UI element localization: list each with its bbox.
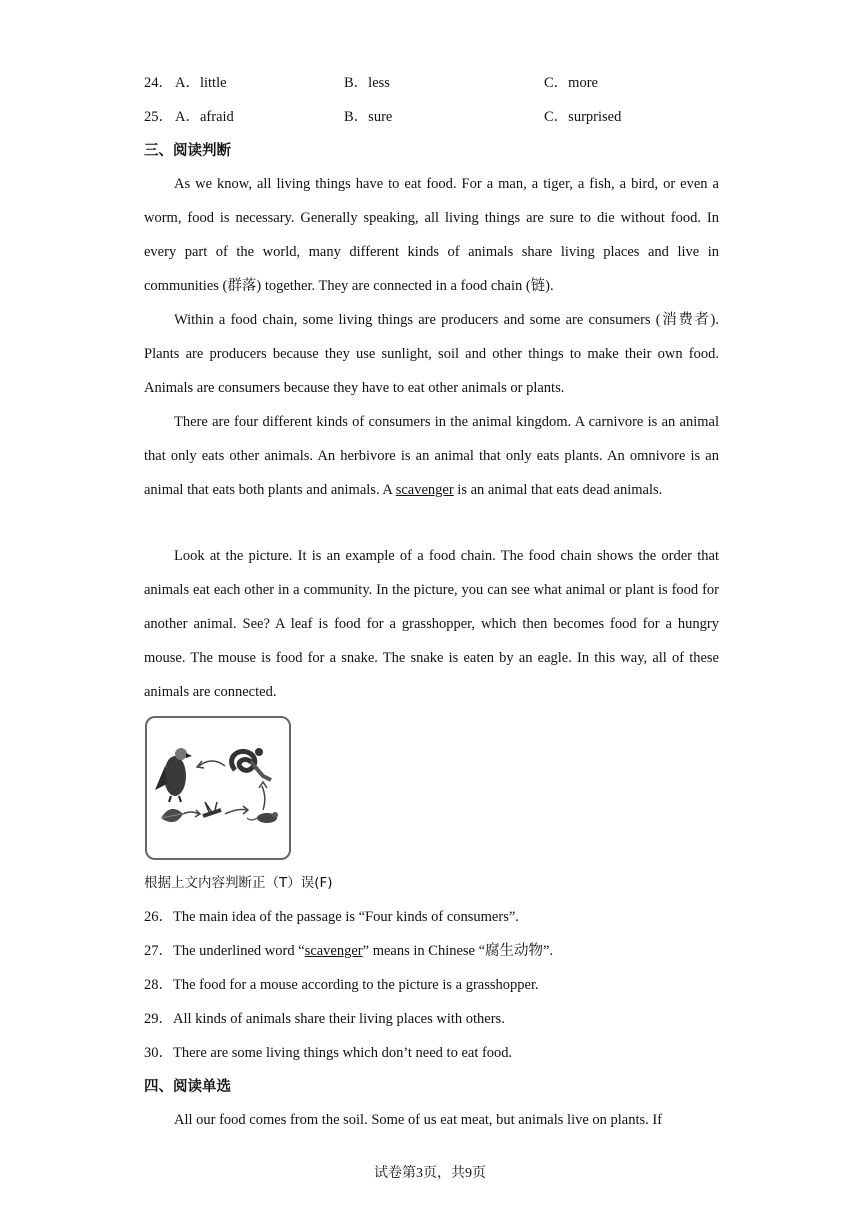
q24-option-b: B．less (344, 75, 390, 91)
question-28: 28．The food for a mouse according to the picture is a grasshopper. (144, 977, 539, 993)
question-27: 27．The underlined word “scavenger” means in Chinese “腐生动物”. (144, 943, 554, 959)
q25-option-a: A．afraid (175, 109, 234, 125)
arrow-icon (262, 786, 265, 810)
q24-option-c: C．more (544, 75, 598, 91)
passage2-paragraph-1: All our food comes from the soil. Some of us eat meat, but animals live on plants. If (174, 1112, 663, 1128)
section-3-heading: 三、阅读判断 (144, 143, 231, 159)
food-chain-picture (145, 716, 291, 860)
question-29: 29．All kinds of animals share their living places with others. (144, 1011, 505, 1027)
leaf-icon (161, 809, 200, 822)
true-false-instruction: 根据上文内容判断正（T）误(F) (144, 875, 333, 891)
passage-paragraph-3: There are four different kinds of consumers in the animal kingdom. A carnivore is an animal that only eats other animals. An herbivore is an animal that only eats plants. An omnivore is an animal that eats both plants and animals. A scavenger is an animal that eats dead animals. (144, 414, 719, 498)
grasshopper-icon (203, 802, 221, 816)
passage-paragraph-4: Look at the picture. It is an example of a food chain. The food chain shows the order that animals eat each other in a community. In the picture, you can see what animal or plant is food for another animal. See? A leaf is food for a grasshopper, which then becomes food for a hungry mouse. The mouse is food for a snake. The snake is eaten by an eagle. In this way, all of these animals are connected. (144, 548, 719, 700)
page-footer: 试卷第3页，共9页 (374, 1166, 486, 1181)
eagle-icon (155, 748, 192, 802)
passage-paragraph-1: As we know, all living things have to eat food. For a man, a tiger, a fish, a bird, or even a worm, food is necessary. Generally speaking, all living things are sure to die without food. In every part of the world, many different kinds of animals share living places and live in communities (群落) together. They are connected in a food chain (链). (144, 176, 719, 294)
q24-option-a: A．little (175, 75, 227, 91)
mouse-icon (247, 812, 278, 823)
underlined-word-scavenger: scavenger (304, 943, 363, 959)
question-26: 26．The main idea of the passage is “Four kinds of consumers”. (144, 909, 519, 925)
section-4-heading: 四、阅读单选 (144, 1079, 231, 1095)
q25-number: 25． (144, 109, 173, 125)
food-chain-illustration (147, 718, 289, 858)
q24-number: 24． (144, 75, 173, 91)
snake-icon (232, 748, 271, 780)
q25-option-b: B．sure (344, 109, 393, 125)
question-30: 30．There are some living things which don’t need to eat food. (144, 1045, 513, 1061)
underlined-word-scavenger: scavenger (395, 482, 454, 498)
q25-option-c: C．surprised (544, 109, 622, 125)
passage-paragraph-2: Within a food chain, some living things are producers and some are consumers (消费者). Plants are producers because they use sunlight, soil and other things to make their own food. Animals are consumers because they have to eat other animals or plants. (144, 312, 719, 396)
arrow-icon (199, 761, 225, 766)
